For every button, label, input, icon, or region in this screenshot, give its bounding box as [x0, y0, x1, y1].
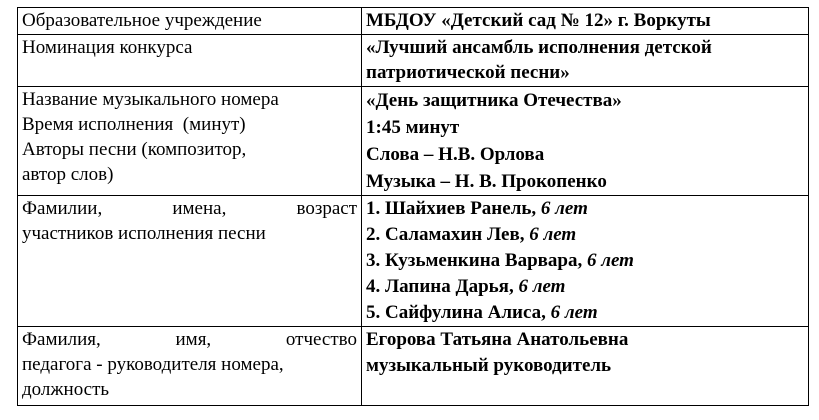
- value-teacher: [362, 327, 809, 406]
- value-nomination-line-1: «Лучший ансамбль исполнения детской: [366, 37, 712, 58]
- label-teacher: [18, 327, 362, 406]
- value-teacher-position: музыкальный руководитель: [366, 355, 612, 376]
- label-nomination-text: Номинация конкурса: [22, 37, 193, 58]
- value-music-author: Музыка – Н. В. Прокопенко: [366, 171, 607, 192]
- value-nomination-line-2: патриотической песни»: [366, 62, 570, 83]
- row-institution: [18, 8, 809, 35]
- label-participants-line-1-text: Фамилии, имена, возраст: [22, 198, 357, 219]
- label-song-title: Название музыкального номера: [22, 89, 279, 110]
- participant-1: [366, 196, 804, 222]
- application-table: [17, 7, 809, 406]
- participant-5-name: 5. Сайфулина Алиса,: [366, 302, 546, 323]
- participant-4-name: 4. Лапина Дарья,: [366, 276, 514, 297]
- row-participants: [18, 196, 809, 327]
- participant-2-name: 2. Саламахин Лев,: [366, 224, 525, 245]
- participant-3-name: 3. Кузьменкина Варвара,: [366, 250, 583, 271]
- value-participants: [362, 196, 809, 327]
- participant-1-name: 1. Шайхиев Ранель,: [366, 198, 537, 219]
- label-participants: [18, 196, 362, 327]
- participant-2: [366, 222, 804, 248]
- label-teacher-line-1-text: Фамилия, имя, отчество: [22, 329, 357, 350]
- value-song-title: «День защитника Отечества»: [366, 90, 622, 111]
- label-song-info: [18, 87, 362, 196]
- participant-1-age: 6 лет: [540, 198, 588, 219]
- value-institution-text: МБДОУ «Детский сад № 12» г. Воркуты: [366, 10, 711, 31]
- label-participants-line-1: [22, 196, 357, 221]
- value-duration: 1:45 минут: [366, 117, 460, 138]
- participant-4-age: 6 лет: [518, 276, 566, 297]
- label-authors-cont: автор слов): [22, 164, 114, 185]
- row-song-info: [18, 87, 809, 196]
- participant-3: [366, 248, 804, 274]
- value-lyrics-author: Слова – Н.В. Орлова: [366, 144, 545, 165]
- label-authors: Авторы песни (композитор,: [22, 139, 247, 160]
- participant-4: [366, 274, 804, 300]
- label-teacher-line-2: педагога - руководителя номера,: [22, 354, 284, 375]
- value-teacher-name: Егорова Татьяна Анатольевна: [366, 329, 629, 350]
- label-nomination: [18, 35, 362, 87]
- row-teacher: [18, 327, 809, 406]
- value-nomination: [362, 35, 809, 87]
- label-teacher-line-3: должность: [22, 379, 110, 400]
- value-song-info: [362, 87, 809, 196]
- participant-3-age: 6 лет: [586, 250, 634, 271]
- participant-5-age: 6 лет: [550, 302, 598, 323]
- label-participants-line-2: участников исполнения песни: [22, 223, 266, 244]
- label-institution-text: Образовательное учреждение: [22, 10, 262, 31]
- label-teacher-line-1: [22, 327, 357, 352]
- row-nomination: [18, 35, 809, 87]
- value-institution: [362, 8, 809, 35]
- label-duration: Время исполнения (минут): [22, 114, 246, 135]
- label-institution: [18, 8, 362, 35]
- participant-5: [366, 300, 804, 326]
- participant-2-age: 6 лет: [529, 224, 577, 245]
